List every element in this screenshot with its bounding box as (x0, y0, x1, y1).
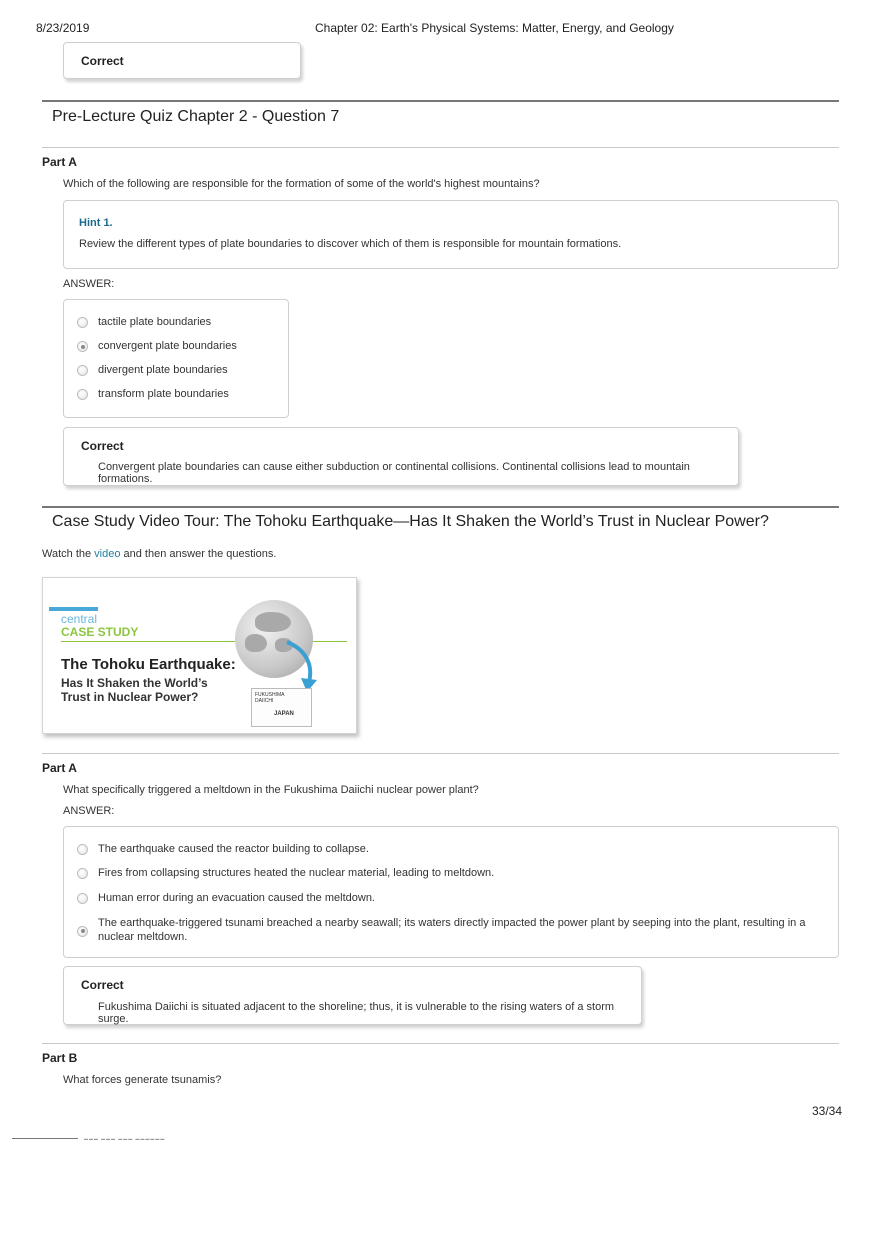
option-label: divergent plate boundaries (98, 364, 228, 376)
option-label: convergent plate boundaries (98, 340, 237, 352)
answer-option-selected[interactable] (77, 916, 817, 944)
thumbnail-title: The Tohoku Earthquake: (61, 656, 236, 673)
answer-options-box (63, 826, 839, 958)
radio-button-selected[interactable] (77, 926, 88, 937)
option-label: Fires from collapsing structures heated the nuclear material, leading to meltdown. (98, 867, 495, 879)
intro-text: Watch the (42, 548, 95, 560)
option-label: transform plate boundaries (98, 388, 229, 400)
page-number: 33/34 (811, 1104, 842, 1118)
option-label: Human error during an evacuation caused the meltdown. (98, 892, 375, 904)
thumbnail-kicker: central (61, 612, 98, 626)
radio-button[interactable] (77, 844, 88, 855)
question-text: Which of the following are responsible for the formation of some of the world's highest mountains? (63, 178, 540, 190)
print-date: 8/23/2019 (36, 21, 90, 35)
thumbnail-label: CASE STUDY (61, 625, 139, 639)
part-a-label: Part A (42, 761, 77, 775)
option-label: The earthquake-triggered tsunami breached a nearby seawall; its waters directly impacted the power plant by seeping into the plant, resulting in a nuclear meltdown. (98, 917, 806, 943)
feedback-title: Correct (81, 54, 124, 68)
section-divider (42, 506, 839, 508)
thumbnail-subtitle: Has It Shaken the World’s Trust in Nuclear Power? (61, 676, 208, 704)
answer-option[interactable] (77, 867, 494, 879)
hint-title[interactable]: Hint 1. (79, 217, 113, 229)
arrow-icon (283, 638, 319, 694)
answer-option[interactable] (77, 364, 228, 376)
radio-button[interactable] (77, 893, 88, 904)
question-text: What forces generate tsunamis? (63, 1074, 222, 1086)
video-thumbnail[interactable] (42, 577, 357, 734)
radio-button[interactable] (77, 317, 88, 328)
section-heading-quiz: Pre-Lecture Quiz Chapter 2 - Question 7 (52, 108, 340, 125)
intro-text: and then answer the questions. (120, 548, 277, 560)
option-label: tactile plate boundaries (98, 316, 212, 328)
section-heading-case-study: Case Study Video Tour: The Tohoku Earthquake—Has It Shaken the World’s Trust in Nuclear Power? (52, 513, 769, 530)
section-divider (42, 100, 839, 102)
correct-feedback-box (63, 427, 739, 486)
answer-option-selected[interactable] (77, 340, 237, 352)
accent-bar (49, 607, 98, 611)
answer-option[interactable] (77, 892, 375, 904)
hint-text: Review the different types of plate boundaries to discover which of them is responsible for mountain formations. (79, 238, 622, 250)
part-b-label: Part B (42, 1051, 78, 1065)
map-label: FUKUSHIMA DAIICHI (255, 692, 285, 704)
feedback-title: Correct (81, 439, 124, 453)
answer-options-box (63, 299, 289, 418)
radio-button-selected[interactable] (77, 341, 88, 352)
feedback-text: Fukushima Daiichi is situated adjacent to the shoreline; thus, it is vulnerable to the rising waters of a storm surge. (98, 1001, 615, 1025)
answer-option[interactable] (77, 388, 229, 400)
radio-button[interactable] (77, 365, 88, 376)
question-text: What specifically triggered a meltdown in the Fukushima Daiichi nuclear power plant? (63, 784, 479, 796)
top-correct-feedback (63, 42, 301, 79)
answer-option[interactable] (77, 843, 369, 855)
part-rule (42, 753, 839, 754)
heading-rule (42, 147, 839, 148)
footer-marks: ▬▬▬ ▬▬▬ ▬▬▬ ▬▬▬▬▬▬ (84, 1136, 166, 1141)
video-link[interactable]: video (94, 548, 121, 560)
correct-feedback-box (63, 966, 642, 1025)
video-instructions (42, 548, 276, 560)
option-label: The earthquake caused the reactor building to collapse. (98, 843, 369, 855)
radio-button[interactable] (77, 868, 88, 879)
hint-box[interactable] (63, 200, 839, 269)
map-country: JAPAN (274, 711, 294, 717)
feedback-title: Correct (81, 978, 124, 992)
answer-label: ANSWER: (63, 805, 115, 817)
map-inset (251, 688, 312, 727)
part-a-label: Part A (42, 155, 77, 169)
answer-label: ANSWER: (63, 278, 115, 290)
answer-option[interactable] (77, 316, 211, 328)
feedback-text: Convergent plate boundaries can cause either subduction or continental collisions. Continental collisions lead to mountain formations. (98, 461, 690, 485)
radio-button[interactable] (77, 389, 88, 400)
part-rule (42, 1043, 839, 1044)
print-title: Chapter 02: Earth's Physical Systems: Matter, Energy, and Geology (315, 21, 674, 35)
footer-rule (12, 1138, 78, 1139)
